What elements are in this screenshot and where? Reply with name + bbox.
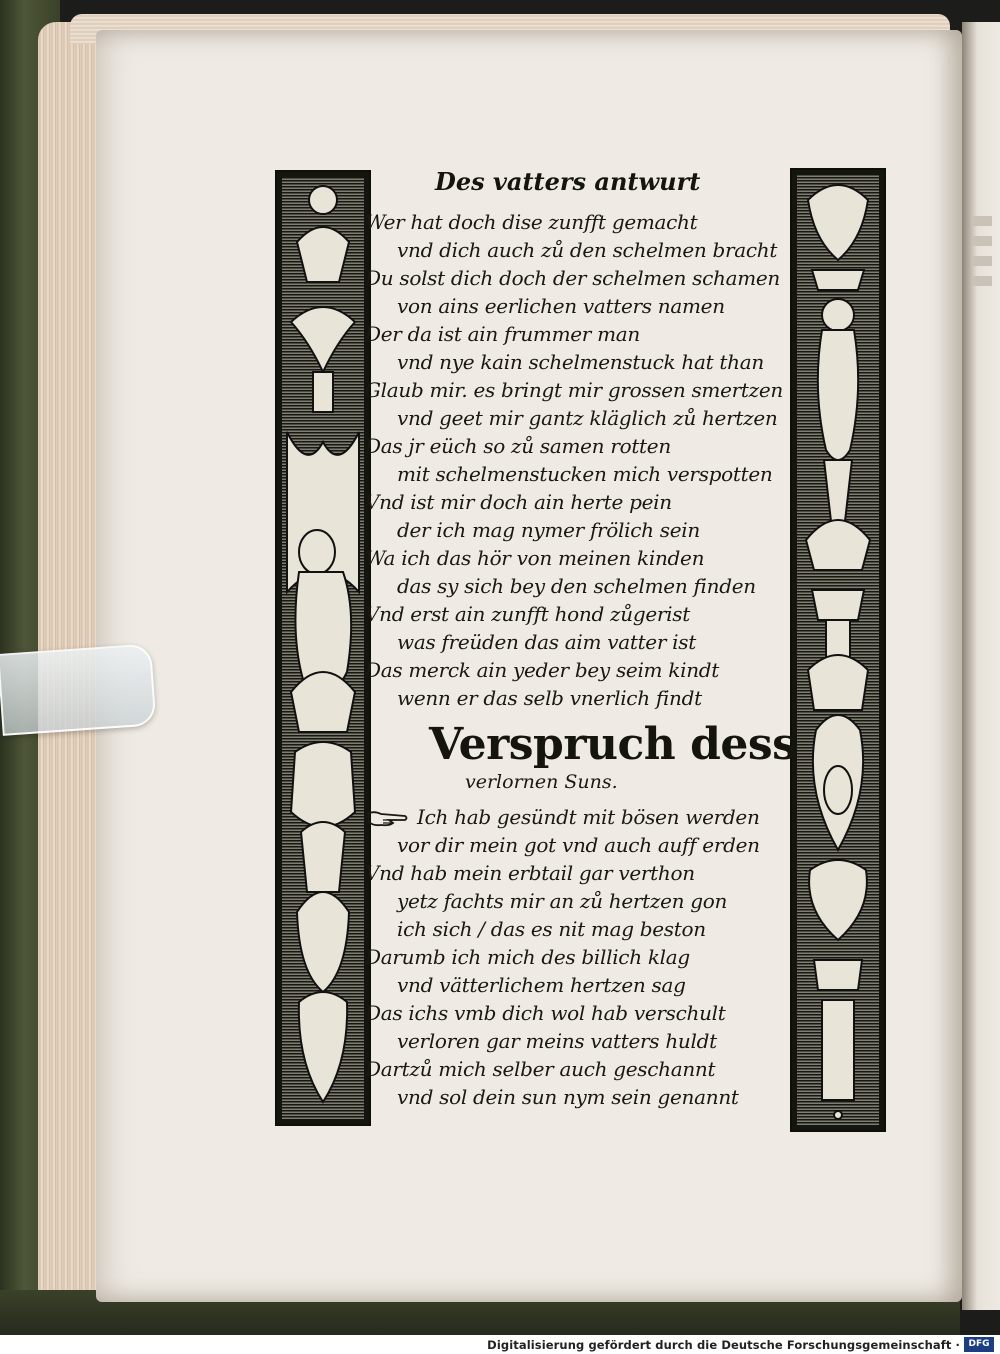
- verse-line: Du solst dich doch der schelmen schamen: [365, 266, 780, 290]
- verse-line: Vnd ist mir doch ain herte pein: [365, 490, 672, 514]
- verse-line: Das merck ain yeder bey seim kindt: [365, 658, 720, 682]
- verse-line: Der da ist ain frummer man: [365, 322, 640, 346]
- verse-line-first: [367, 805, 760, 829]
- verse-line: Vnd hab mein erbtail gar verthon: [365, 861, 695, 885]
- facing-page-marks: [972, 206, 992, 316]
- verse-line: vnd geet mir gantz kläglich zů hertzen: [397, 406, 778, 430]
- verse-line: Wa ich das hör von meinen kinden: [365, 546, 705, 570]
- verse-line: Glaub mir. es bringt mir grossen smertzen: [365, 378, 783, 402]
- subheading-continued: verlornen Suns.: [465, 771, 618, 793]
- page-clip: [0, 643, 156, 736]
- verse-line: vnd nye kain schelmenstuck hat than: [397, 350, 764, 374]
- dfg-logo: DFG: [964, 1337, 994, 1352]
- verse-line: verloren gar meins vatters huldt: [397, 1029, 717, 1053]
- verse-line: der ich mag nymer frölich sein: [397, 518, 700, 542]
- woodcut-border-left: [275, 170, 371, 1126]
- verse-line: Dartzů mich selber auch geschannt: [365, 1057, 716, 1081]
- verse-line: wenn er das selb vnerlich findt: [397, 686, 702, 710]
- woodcut-ornament-right: [792, 170, 884, 1130]
- verse-line: yetz fachts mir an zů hertzen gon: [397, 889, 728, 913]
- woodcut-border-right: [790, 168, 886, 1132]
- verse-line: vor dir mein got vnd auch auff erden: [397, 833, 760, 857]
- verse-line-text: Ich hab gesündt mit bösen werden: [417, 805, 760, 829]
- verse-line: mit schelmenstucken mich verspotten: [397, 462, 773, 486]
- verse-line: vnd vätterlichem hertzen sag: [397, 973, 686, 997]
- verse-line: Das jr eüch so zů samen rotten: [365, 434, 671, 458]
- verse-line: von ains eerlichen vatters namen: [397, 294, 725, 318]
- verse-line: vnd dich auch zů den schelmen bracht: [397, 238, 778, 262]
- section-heading: Des vatters antwurt: [435, 167, 701, 196]
- verse-line: Wer hat doch dise zunfft gemacht: [365, 210, 698, 234]
- verse-line: Vnd erst ain zunfft hond zůgerist: [365, 602, 690, 626]
- subheading: Verspruch dess: [429, 719, 797, 770]
- verse-line: Das ichs vmb dich wol hab verschult: [365, 1001, 726, 1025]
- verse-line: Darumb ich mich des billich klag: [365, 945, 690, 969]
- manicule-icon: [367, 810, 409, 828]
- verse-line: ich sich / das es nit mag beston: [397, 917, 706, 941]
- verse-line: vnd sol dein sun nym sein genannt: [397, 1085, 739, 1109]
- verse-line: das sy sich bey den schelmen finden: [397, 574, 756, 598]
- funding-credit: Digitalisierung gefördert durch die Deutsche Forschungsgemeinschaft ·: [487, 1338, 960, 1352]
- woodcut-ornament-left: [277, 172, 369, 1124]
- verse-line: was freüden das aim vatter ist: [397, 630, 696, 654]
